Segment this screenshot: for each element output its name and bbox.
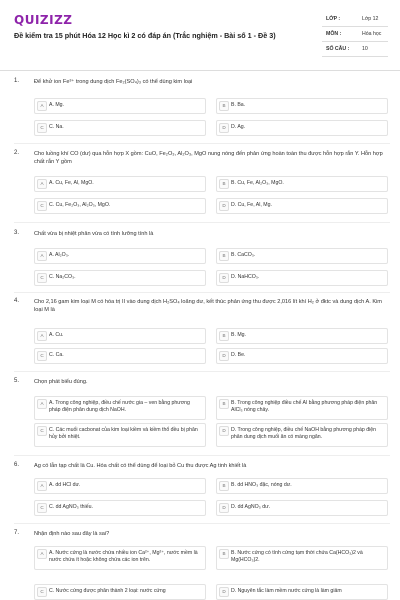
option-letter: B: [219, 101, 229, 111]
option-text: A. Cu.: [49, 332, 64, 338]
option-text: A. Trong công nghiệp, điều chế nước gia – ven bằng phương pháp điện phân dung dịch NaOH.: [49, 400, 190, 413]
option-text: D. Be.: [231, 352, 246, 358]
option-text: B. Nước cứng có tính cứng tạm thời chứa Ca(HCO₃)2 và Mg(HCO₃)2.: [231, 550, 363, 563]
option-text: D. Cu, Fe, Al, Mg.: [231, 202, 272, 208]
option-text: D. Ag.: [231, 124, 246, 130]
option-text: B. dd HNO₃ đặc, nóng dư.: [231, 482, 292, 488]
option-letter: A: [37, 331, 47, 341]
option-text: A. Mg.: [49, 102, 64, 108]
document-header: [0, 0, 400, 71]
question-number: 3.: [14, 230, 20, 236]
question-text: Ag có lẫn tạp chất là Cu. Hóa chất có thể dùng để loại bỏ Cu thu được Ag tinh khiết là: [34, 463, 247, 469]
divider: [14, 222, 390, 223]
option-b[interactable]: [216, 248, 388, 264]
question-text: Để khử ion Fe³⁺ trong dung dịch Fe₂(SO₄)₃ có thể dùng kim loại: [34, 79, 193, 85]
option-letter: B: [219, 251, 229, 261]
question-number: 4.: [14, 298, 20, 304]
option-a[interactable]: [34, 546, 206, 570]
option-text: B. CaCO₃.: [231, 252, 256, 258]
option-letter: D: [219, 587, 229, 597]
option-letter: D: [219, 426, 229, 436]
option-text: A. Cu, Fe, Al, MgO.: [49, 180, 94, 186]
option-letter: B: [219, 331, 229, 341]
option-letter: C: [37, 426, 47, 436]
option-d[interactable]: [216, 348, 388, 364]
option-c[interactable]: [34, 270, 206, 286]
question-text: Chọn phát biểu đúng.: [34, 379, 88, 385]
option-text: D. Trong công nghiệp, điều chế NaOH bằng phương pháp điện phân dung dịch muối ăn có màng ngăn.: [231, 427, 377, 440]
option-a[interactable]: [34, 248, 206, 264]
option-a[interactable]: [34, 396, 206, 420]
option-letter: A: [37, 101, 47, 111]
option-text: C. Ca.: [49, 352, 64, 358]
option-a[interactable]: [34, 176, 206, 192]
option-text: C. dd AgNO₃ thiếu.: [49, 504, 93, 510]
question-number: 5.: [14, 378, 20, 384]
divider: [14, 143, 390, 144]
option-letter: D: [219, 123, 229, 133]
option-letter: A: [37, 481, 47, 491]
document-title: Đề kiểm tra 15 phút Hóa 12 Học kì 2 có đáp án (Trắc nghiệm - Bài số 1 - Đề 3): [14, 31, 276, 40]
option-letter: A: [37, 549, 47, 559]
question-number: 2.: [14, 150, 20, 156]
option-text: B. Trong công nghiệp điều chế Al bằng phương pháp điện phân AlCl₃ nóng chảy.: [231, 400, 378, 413]
option-d[interactable]: [216, 270, 388, 286]
divider: [14, 523, 390, 524]
option-letter: B: [219, 549, 229, 559]
meta-table: [322, 12, 388, 57]
option-b[interactable]: [216, 98, 388, 114]
question-text: Cho 2,16 gam kim loại M có hóa trị II vào dung dịch H₂SO₄ loãng dư, kết thúc phản ứng thu được 2,016 lít khí H₂ ở đktc và dung dịch A. Kim loại M là: [34, 299, 382, 313]
option-text: C. Các muối cacbonat của kim loại kiềm và kiềm thổ đều bị phân hủy bởi nhiệt.: [49, 427, 198, 440]
option-d[interactable]: [216, 198, 388, 214]
question-text: Cho luồng khí CO (dư) qua hỗn hợp X gồm: CuO, Fe₂O₃, Al₂O₃, MgO nung nóng đến phản ứng hoàn toàn thu được hỗn hợp rắn Y. Hỗn hợp chất rắn Y gồm: [34, 151, 383, 165]
meta-row-subject: [322, 27, 388, 42]
meta-key: LỚP :: [326, 16, 341, 22]
option-a[interactable]: [34, 478, 206, 494]
option-text: A. dd HCl dư.: [49, 482, 81, 488]
option-c[interactable]: [34, 423, 206, 447]
meta-key: MÔN :: [326, 31, 342, 37]
meta-value: 10: [362, 46, 368, 52]
option-c[interactable]: [34, 198, 206, 214]
option-text: B. Cu, Fe, Al₂O₃, MgO.: [231, 180, 284, 186]
option-letter: B: [219, 481, 229, 491]
option-text: B. Ba.: [231, 102, 246, 108]
question-text: Chất vừa bị nhiệt phân vừa có tính lưỡng tính là: [34, 231, 154, 237]
option-b[interactable]: [216, 546, 388, 570]
option-b[interactable]: [216, 396, 388, 420]
option-d[interactable]: [216, 120, 388, 136]
divider: [14, 455, 390, 456]
option-letter: B: [219, 179, 229, 189]
option-letter: C: [37, 587, 47, 597]
option-letter: A: [37, 399, 47, 409]
option-text: D. Nguyên tắc làm mềm nước cứng là làm giảm: [231, 588, 342, 594]
option-text: C. Na₂CO₃.: [49, 274, 76, 280]
option-c[interactable]: [34, 500, 206, 516]
option-letter: D: [219, 351, 229, 361]
option-text: C. Nước cứng được phân thành 2 loại: nước cứng: [49, 588, 166, 594]
option-letter: D: [219, 273, 229, 283]
quizizz-logo: QUIZIZZ: [14, 13, 73, 27]
option-d[interactable]: [216, 423, 388, 447]
option-c[interactable]: [34, 584, 206, 600]
option-letter: C: [37, 123, 47, 133]
option-c[interactable]: [34, 348, 206, 364]
meta-row-count: [322, 42, 388, 57]
option-letter: A: [37, 179, 47, 189]
question-number: 6.: [14, 462, 20, 468]
option-c[interactable]: [34, 120, 206, 136]
divider: [14, 371, 390, 372]
meta-value: Lớp 12: [362, 16, 379, 22]
option-text: A. Al₂O₃.: [49, 252, 70, 258]
divider: [14, 292, 390, 293]
option-text: C. Cu, Fe₂O₃, Al₂O₃, MgO.: [49, 202, 111, 208]
option-text: B. Mg.: [231, 332, 246, 338]
option-letter: D: [219, 201, 229, 211]
option-a[interactable]: [34, 98, 206, 114]
option-text: D. NaHCO₃.: [231, 274, 260, 280]
option-a[interactable]: [34, 328, 206, 344]
option-letter: C: [37, 201, 47, 211]
option-letter: A: [37, 251, 47, 261]
option-d[interactable]: [216, 584, 388, 600]
option-text: D. dd AgNO₃ dư.: [231, 504, 271, 510]
option-letter: C: [37, 503, 47, 513]
option-d[interactable]: [216, 500, 388, 516]
option-b[interactable]: [216, 176, 388, 192]
meta-key: SỐ CÂU :: [326, 46, 350, 52]
question-number: 7.: [14, 530, 20, 536]
option-text: A. Nước cứng là nước chứa nhiều ion Ca²⁺, Mg²⁺, nước mềm là nước chứa ít hoặc không chứa các ion trên.: [49, 550, 198, 563]
question-number: 1.: [14, 78, 20, 84]
meta-row-class: [322, 12, 388, 27]
option-letter: C: [37, 351, 47, 361]
meta-value: Hóa học: [362, 31, 382, 37]
option-text: C. Na.: [49, 124, 64, 130]
option-letter: D: [219, 503, 229, 513]
option-b[interactable]: [216, 478, 388, 494]
question-text: Nhận định nào sau đây là sai?: [34, 531, 110, 537]
option-letter: C: [37, 273, 47, 283]
option-b[interactable]: [216, 328, 388, 344]
option-letter: B: [219, 399, 229, 409]
